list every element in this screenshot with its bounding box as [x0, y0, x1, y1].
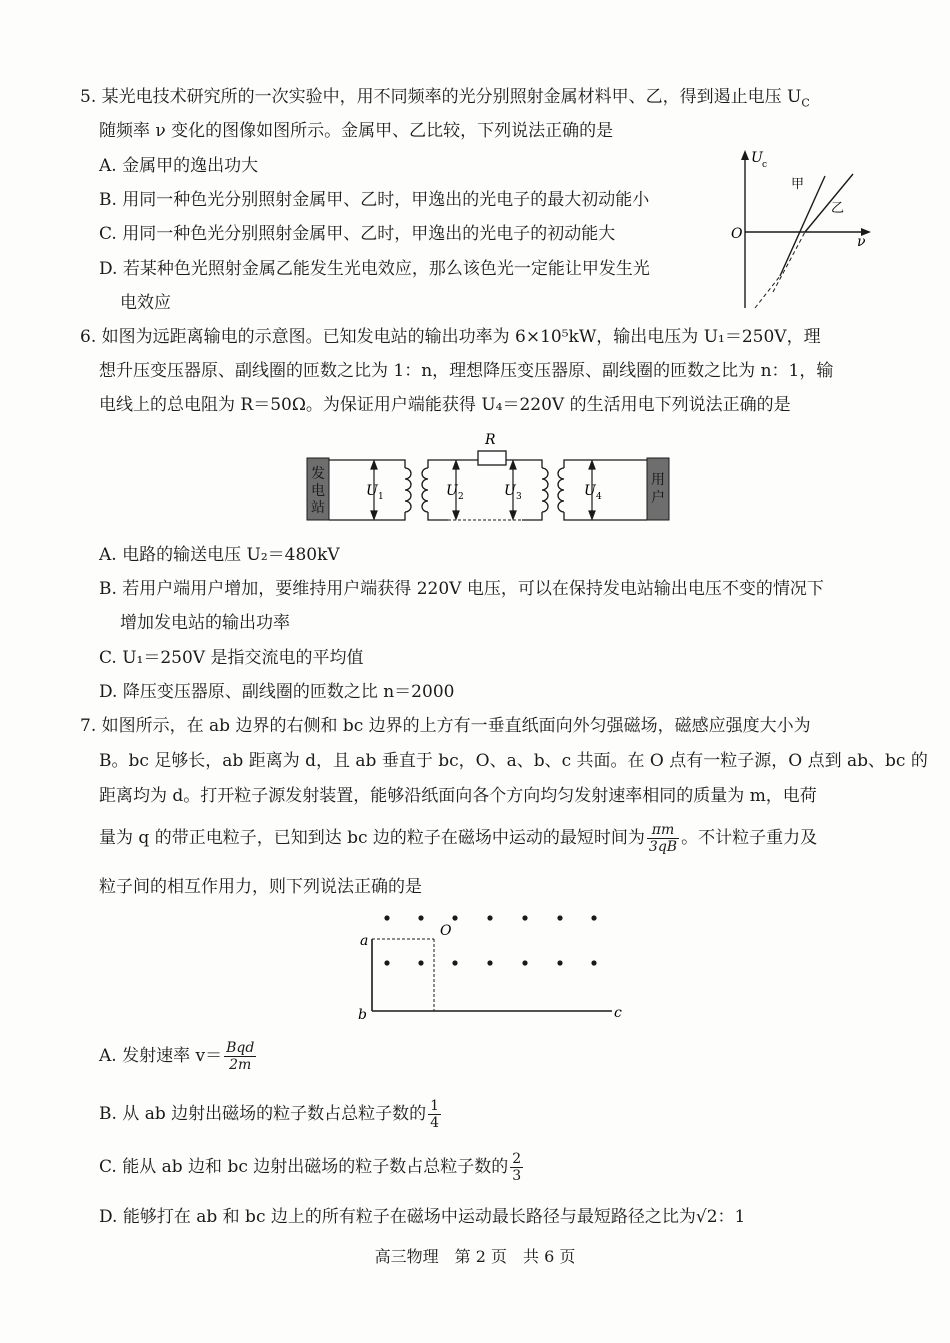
q7-point-o: O: [440, 923, 452, 939]
q7-b-fraction: $\frac{1}{4}$: [430, 1098, 440, 1131]
q7-magnetic-field-diagram: [350, 905, 640, 1025]
q7-stem-line1: 7. 如图所示，在 ab 边界的右侧和 bc 边界的上方有一垂直纸面向外匀强磁场，磁感应强度大小为: [80, 716, 811, 736]
svg-text:1: 1: [378, 492, 384, 502]
q6-station-label: 发电站: [311, 466, 325, 516]
q5-x-axis-label: ν: [857, 234, 866, 250]
q5-line-yi-label: 乙: [831, 201, 845, 216]
page-footer: 高三物理 第 2 页 共 6 页: [374, 1247, 576, 1266]
q6-u2-label: U: [446, 483, 458, 499]
q7-option-a: A. 发射速率 v＝ $\frac{\text{Bqd}}{2m}$: [99, 1040, 255, 1073]
q7-option-d: D. 能够打在 ab 和 bc 边上的所有粒子在磁场中运动最长路径与最短路径之比为√2：1: [99, 1207, 746, 1227]
q6-u4-label: U: [584, 483, 596, 499]
q5-origin-label: O: [731, 226, 743, 242]
q6-option-d: D. 降压变压器原、副线圈的匝数之比 n＝2000: [99, 682, 455, 702]
q5-option-a: A. 金属甲的逸出功大: [99, 156, 259, 176]
q6-stem-line2: 想升压变压器原、副线圈的匝数之比为 1：n，理想降压变压器原、副线圈的匝数之比为 n：1，输: [99, 361, 834, 381]
svg-text:4: 4: [596, 492, 602, 502]
q6-transmission-diagram: [300, 428, 680, 528]
q5-option-c: C. 用同一种色光分别照射金属甲、乙时，甲逸出的光电子的初动能大: [99, 224, 616, 244]
q7-stem-line2: B。bc 足够长，ab 距离为 d，且 ab 垂直于 bc，O、a、b、c 共面。在 O 点有一粒子源，O 点到 ab、bc 的: [99, 751, 928, 771]
q7-point-a: a: [360, 933, 369, 949]
svg-text:3: 3: [516, 492, 522, 502]
q7-point-b: b: [358, 1007, 367, 1023]
q6-user-label: 用户: [651, 472, 665, 506]
q6-resistor-label: R: [485, 432, 496, 448]
q7-stem-line5: 粒子间的相互作用力，则下列说法正确的是: [99, 877, 422, 897]
q7-option-b: B. 从 ab 边射出磁场的粒子数占总粒子数的 $\frac{1}{4}$: [99, 1098, 440, 1131]
q6-u1-label: U: [366, 483, 378, 499]
q7-point-c: c: [614, 1005, 622, 1021]
q5-option-b: B. 用同一种色光分别照射金属甲、乙时，甲逸出的光电子的最大初动能小: [99, 190, 650, 210]
q7-option-c: C. 能从 ab 边和 bc 边射出磁场的粒子数占总粒子数的 $\frac{2}{3}$: [99, 1151, 522, 1184]
q5-y-axis-label: U: [751, 150, 763, 166]
q5-stem-line1: 5. 某光电技术研究所的一次实验中，用不同频率的光分别照射金属材料甲、乙，得到遏止电压 $U_C$: [80, 87, 810, 110]
q6-stem-line3: 电线上的总电阻为 R＝50Ω。为保证用户端能获得 U₄＝220V 的生活用电下列说法正确的是: [99, 395, 791, 415]
q6-u3-label: U: [504, 483, 516, 499]
q6-option-b-line1: B. 若用户端用户增加，要维持用户端获得 220V 电压，可以在保持发电站输出电压不变的情况下: [99, 579, 824, 599]
q5-stem-line2: 随频率 ν 变化的图像如图所示。金属甲、乙比较，下列说法正确的是: [99, 121, 614, 141]
q5-uc-nu-graph: [725, 148, 875, 308]
svg-text:2: 2: [458, 492, 464, 502]
q6-stem-line1: 6. 如图为远距离输电的示意图。已知发电站的输出功率为 6×10⁵kW，输出电压为 U₁＝250V，理: [80, 327, 821, 347]
q5-line-jia-label: 甲: [791, 177, 805, 192]
q7-stem-line3: 距离均为 d。打开粒子源发射装置，能够沿纸面向各个方向均匀发射速率相同的质量为 m，电荷: [99, 786, 817, 806]
q5-option-d-line2: 电效应: [120, 293, 171, 313]
q7-stem-line4: 量为 q 的带正电粒子，已知到达 bc 边的粒子在磁场中运动的最短时间为 $\frac{\pi m}{3qB}$ 。不计粒子重力及: [99, 822, 818, 855]
q7-a-fraction: $\frac{\text{Bqd}}{2m}$: [226, 1040, 255, 1073]
q5-option-d-line1: D. 若某种色光照射金属乙能发生光电效应，那么该色光一定能让甲发生光: [99, 259, 650, 279]
q7-min-time-fraction: $\frac{\pi m}{3qB}$: [648, 822, 678, 855]
q7-c-fraction: $\frac{2}{3}$: [512, 1151, 522, 1184]
q6-option-c: C. U₁＝250V 是指交流电的平均值: [99, 648, 364, 668]
q6-option-b-line2: 增加发电站的输出功率: [120, 613, 290, 633]
q6-option-a: A. 电路的输送电压 U₂＝480kV: [99, 545, 340, 565]
q5-y-axis-sub: c: [762, 160, 768, 170]
